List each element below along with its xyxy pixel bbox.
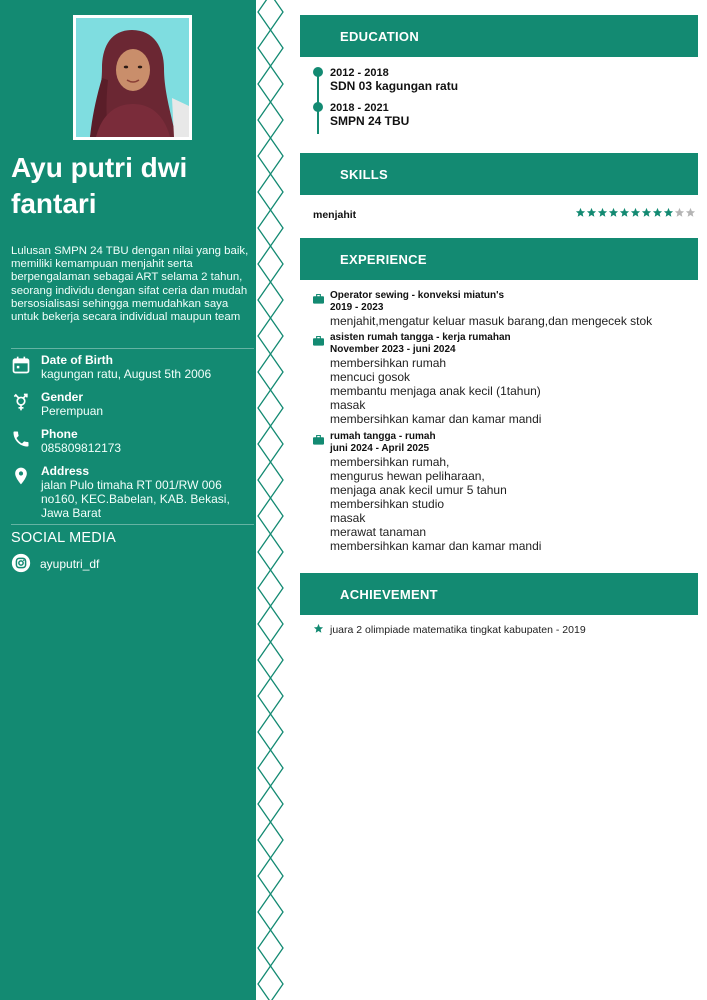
experience-item — [313, 290, 693, 330]
info-address — [11, 464, 255, 522]
experience-dates: November 2023 - juni 2024 — [330, 344, 456, 355]
experience-line: membersihkan kamar dan kamar mandi — [330, 539, 542, 553]
calendar-icon — [11, 355, 31, 375]
briefcase-icon — [313, 333, 324, 343]
divider — [11, 524, 254, 525]
diamond-shape — [258, 534, 283, 570]
phone-label: Phone — [41, 427, 78, 441]
experience-line: membersihkan rumah, — [330, 455, 450, 469]
education-school: SMPN 24 TBU — [330, 114, 410, 128]
experience-title: rumah tangga - rumah — [330, 431, 436, 442]
experience-line: menjaga anak kecil umur 5 tahun — [330, 483, 507, 497]
diamond-shape — [258, 462, 283, 498]
diamond-shape — [258, 858, 283, 894]
diamond-shape — [258, 426, 283, 462]
info-gender — [11, 390, 255, 420]
experience-item — [313, 332, 693, 428]
social-media-title: SOCIAL MEDIA — [11, 530, 116, 546]
experience-line: masak — [330, 511, 366, 525]
gender-label: Gender — [41, 390, 84, 404]
experience-description — [330, 314, 652, 328]
experience-line: membersihkan kamar dan kamar mandi — [330, 412, 542, 426]
section-header-education — [300, 15, 698, 57]
achievement-text: juara 2 olimpiade matematika tingkat kabupaten - 2019 — [330, 624, 586, 636]
diamond-pattern — [256, 0, 285, 1000]
instagram-handle[interactable]: ayuputri_df — [40, 557, 100, 571]
rating-star-icon — [685, 207, 696, 218]
candidate-name: Ayu putri dwi fantari — [11, 152, 188, 219]
diamond-shape — [258, 354, 283, 390]
gender-value: Perempuan — [41, 404, 104, 418]
rating-star-icon — [586, 207, 597, 218]
diamond-shape — [258, 642, 283, 678]
diamond-shape — [258, 750, 283, 786]
achievement-item — [313, 623, 693, 637]
diamond-shape — [258, 0, 283, 30]
education-years: 2012 - 2018 — [330, 67, 389, 79]
diamond-shape — [258, 822, 283, 858]
diamond-shape — [258, 678, 283, 714]
section-title-skills: SKILLS — [340, 167, 389, 182]
experience-dates: 2019 - 2023 — [330, 302, 384, 313]
skill-name: menjahit — [313, 209, 357, 221]
profile-photo — [73, 15, 192, 140]
rating-star-icon — [663, 207, 674, 218]
timeline-dot — [313, 67, 323, 77]
rating-star-icon — [641, 207, 652, 218]
diamond-shape — [258, 894, 283, 930]
diamond-shape — [258, 390, 283, 426]
rating-star-icon — [652, 207, 663, 218]
experience-description — [330, 356, 541, 426]
diamond-shape — [258, 930, 283, 966]
timeline-dot — [313, 102, 323, 112]
diamond-shape — [258, 570, 283, 606]
experience-line: menjahit,mengatur keluar masuk barang,dan mengecek stok — [330, 314, 653, 328]
rating-star-icon — [630, 207, 641, 218]
section-title-experience: EXPERIENCE — [340, 252, 427, 267]
sidebar — [0, 0, 256, 1000]
experience-line: masak — [330, 398, 366, 412]
rating-star-icon — [619, 207, 630, 218]
experience-description — [330, 455, 541, 553]
decorative-diamond-strip — [256, 0, 285, 1000]
diamond-shape — [258, 102, 283, 138]
star-icon — [313, 623, 324, 634]
diamond-shape — [258, 246, 283, 282]
section-title-achievement: ACHIEVEMENT — [340, 587, 438, 602]
experience-line: membersihkan rumah — [330, 356, 447, 370]
profile-photo-image — [76, 18, 189, 137]
address-label: Address — [41, 464, 90, 478]
section-title-education: EDUCATION — [340, 29, 420, 44]
diamond-shape — [258, 498, 283, 534]
info-birth — [11, 353, 255, 383]
gender-icon — [11, 392, 31, 412]
social-instagram[interactable] — [11, 553, 251, 573]
phone-icon — [11, 429, 31, 449]
divider — [11, 348, 254, 349]
diamond-shape — [258, 606, 283, 642]
profile-summary: Lulusan SMPN 24 TBU dengan nilai yang baik, memiliki kemampuan menjahit serta berpengalaman sebagai ART selama 2 tahun, seorang individu dengan sifat ceria dan mudah bersosialisasi sehingga memudahkan saya untuk bekerja secara individual maupun team — [11, 245, 249, 324]
experience-dates: juni 2024 - April 2025 — [330, 443, 430, 454]
diamond-shape — [258, 282, 283, 318]
diamond-shape — [258, 30, 283, 66]
diamond-shape — [258, 210, 283, 246]
diamond-shape — [258, 66, 283, 102]
experience-line: membantu menjaga anak kecil (1tahun) — [330, 384, 541, 398]
education-years: 2018 - 2021 — [330, 102, 389, 114]
experience-title: Operator sewing - konveksi miatun's — [330, 290, 505, 301]
diamond-shape — [258, 138, 283, 174]
section-header-experience — [300, 238, 698, 280]
section-header-skills — [300, 153, 698, 195]
birth-label: Date of Birth — [41, 353, 113, 367]
diamond-shape — [258, 174, 283, 210]
experience-line: mencuci gosok — [330, 370, 411, 384]
rating-star-icon — [608, 207, 619, 218]
experience-line: mengurus hewan peliharaan, — [330, 469, 485, 483]
info-phone — [11, 427, 255, 457]
rating-star-icon — [674, 207, 685, 218]
instagram-icon — [11, 553, 31, 573]
diamond-shape — [258, 966, 283, 1000]
briefcase-icon — [313, 291, 324, 301]
location-pin-icon — [11, 466, 31, 486]
rating-star-icon — [575, 207, 586, 218]
experience-line: membersihkan studio — [330, 497, 445, 511]
diamond-shape — [258, 714, 283, 750]
rating-star-icon — [597, 207, 608, 218]
section-header-achievement — [300, 573, 698, 615]
phone-value: 085809812173 — [41, 441, 122, 455]
briefcase-icon — [313, 432, 324, 442]
birth-value: kagungan ratu, August 5th 2006 — [41, 367, 212, 381]
diamond-shape — [258, 786, 283, 822]
education-school: SDN 03 kagungan ratu — [330, 79, 459, 93]
experience-line: merawat tanaman — [330, 525, 427, 539]
address-value: jalan Pulo timaha RT 001/RW 006 no160, KEC.Babelan, KAB. Bekasi, Jawa Barat — [41, 478, 230, 520]
experience-title: asisten rumah tangga - kerja rumahan — [330, 332, 511, 343]
diamond-shape — [258, 318, 283, 354]
experience-item — [313, 431, 693, 555]
